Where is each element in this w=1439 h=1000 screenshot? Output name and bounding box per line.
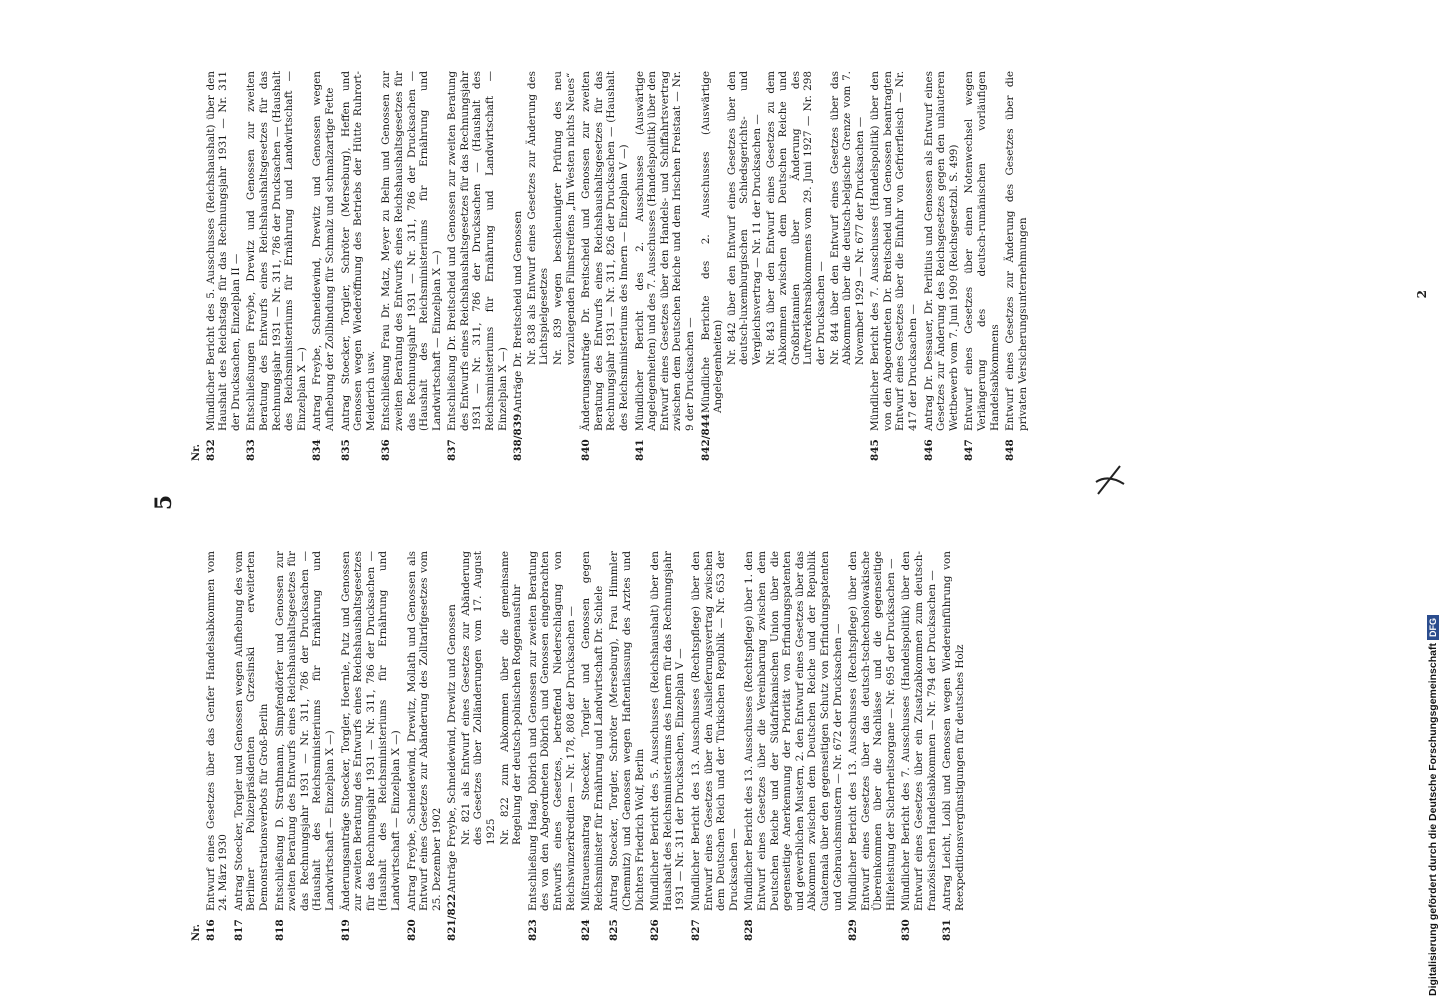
entry-number: 817: [232, 919, 245, 941]
entry-text: Anträge Dr. Breitscheid und Genossen: [512, 210, 525, 413]
entry-subitem: Nr. 822 zum Abkommen über die gemeinsame Regelung der deutsch-polnischen Roggenausfuhr: [498, 551, 524, 845]
agenda-entry: [205, 551, 230, 941]
entry-text: Entschließung Frau Dr. Matz, Meyer zu Belm und Genossen zur zweiten Beratung des Entwurfs eines Reichshaushaltsgesetzes für das Rechnungsjahr 1931 — Nr. 311, 786 der Drucksachen — (Haushalt des Reichsministeriums für Ernährung und Landwirtschaft — Einzelplan X —): [380, 71, 443, 431]
entry-text: Antrag Freybe, Schneidewind, Drewitz, Mollath und Genossen als Entwurf eines Gesetzes zur Abänderung des Zolltarifgesetzes vom 25. Dezember 1902: [405, 551, 443, 911]
entry-text: Antrag Freybe, Schneidewind, Drewitz und Genossen wegen Aufhebung der Zollbindung für Schmalz und schmalzartige Fette: [311, 71, 336, 431]
entry-text: Antrag Stoecker, Torgler, Schröter (Merseburg), Heffen und Genossen wegen Wiederöffnung des Betriebs der Hütte Ruhrort-Meiderich usw.: [339, 71, 377, 431]
entry-text: Antrag Stoecker, Torgler, Schröter (Merseburg), Frau Himmler (Chemnitz) und Genossen wegen Haftentlassung des Arztes und Dichters Friedrich Wolf, Berlin: [608, 551, 646, 911]
entry-text: Entschließung Haag, Döbrich und Genossen zur zweiten Beratung des von den Abgeordneten Döbrich und Genossen eingebrachten Entwurfs eines Gesetzes, betreffend Niederschlagung von Reichswinzerkrediten — Nr. 178, 808 der Drucksachen —: [526, 551, 577, 911]
entry-text: Änderungsanträge Stoecker, Torgler, Hoernle, Putz und Genossen zur zweiten Beratung des Entwurfs eines Reichshaushaltsgesetzes für das Rechnungsjahr 1931 — Nr. 311, 786 der Drucksachen — (Haushalt des Reichsministeriums für Ernährung und Landwirtschaft — Einzelplan X —): [339, 551, 402, 911]
entry-text: Änderungsanträge Dr. Breitscheid und Genossen zur zweiten Beratung des Entwurfs eines Reichshaushaltsgesetzes für das Rechnungsjahr 1931 — Nr. 311, 826 der Drucksachen — (Haushalt des Reichsministeriums des Innern — Einzelplan V —): [580, 71, 630, 431]
agenda-entry: [634, 71, 697, 461]
entry-number: 826: [649, 919, 662, 941]
entry-number: 816: [204, 919, 217, 941]
footer-number: 2: [1415, 290, 1430, 299]
agenda-entry: [446, 71, 509, 461]
entry-text: Antrag Stoecker, Torgler und Genossen wegen Aufhebung des vom Berliner Polizeipräsidenten Grzesinski erweiterten Demonstrationsverbots für Groß-Berlin: [232, 551, 270, 911]
agenda-entry: [923, 71, 961, 461]
entry-number: 825: [608, 919, 621, 941]
entry-number: 831: [941, 919, 954, 941]
agenda-entry: [690, 551, 740, 941]
agenda-entry: [700, 71, 867, 461]
agenda-entry: [527, 551, 577, 941]
agenda-entry: [446, 551, 524, 941]
entry-text: Anträge Freybe, Schneidewind, Drewitz und Genossen: [446, 604, 459, 893]
entry-number: 823: [526, 919, 539, 941]
entry-number: 841: [633, 439, 646, 461]
pen-mark-icon: [1090, 460, 1130, 500]
entry-subitem: Nr. 843 über den Entwurf eines Gesetzes zu dem Abkommen zwischen dem Deutschen Reiche und Großbritannien über Änderung des Luftverkehrsabkommens vom 29. Juni 1927 — Nr. 298 der Drucksachen —: [764, 71, 827, 365]
entry-text: Mündlicher Bericht des 13. Ausschusses (Rechtspflege) über den Entwurf eines Gesetzes über den Auslieferungsvertrag zwischen dem Deutschen Reich und der Türkischen Republik — Nr. 653 der Drucksachen —: [689, 551, 740, 911]
agenda-entry: [941, 551, 966, 941]
entry-number: 846: [922, 439, 935, 461]
entry-text: Mündlicher Bericht des 13. Ausschusses (Rechtspflege) über den Entwurf eines Gesetzes über das deutsch-tschechoslowakische Übereinkommen über die Nachlässe und die gegenseitige Hilfeleistung der Sicherheitsorgane — Nr. 695 der Drucksachen —: [847, 551, 897, 911]
entry-text: Mündliche Berichte des 2. Ausschusses (Auswärtige Angelegenheiten): [699, 71, 725, 413]
nr-column-header: Nr.: [191, 924, 202, 941]
entry-number: 829: [847, 919, 860, 941]
agenda-entry: [380, 71, 443, 461]
credit-text: Digitalisierung gefördert durch die Deutsche Forschungsgemeinschaft: [1427, 643, 1439, 996]
entry-number: 834: [311, 439, 324, 461]
entry-number: 833: [245, 439, 258, 461]
entry-number: 818: [273, 919, 286, 941]
agenda-entry: [311, 71, 336, 461]
entry-number: 830: [900, 919, 913, 941]
entry-text: Mündlicher Bericht des 7. Ausschusses (Handelspolitik) über den von den Abgeordneten Dr. Breitscheid und Genossen beantragten Entwurf eines Gesetzes über die Einfuhr von Gefrierfleisch — Nr. 417 der Drucksachen —: [869, 71, 920, 431]
agenda-entry: [274, 551, 337, 941]
entry-number: 824: [580, 919, 593, 941]
entry-text: Mißtrauensantrag Stoecker, Torgler und Genossen gegen Reichsminister für Ernährung und Landwirtschaft Dr. Schiele: [580, 551, 605, 911]
agenda-entry: [649, 551, 687, 941]
right-column: [191, 71, 1032, 461]
agenda-entry: [743, 551, 844, 941]
agenda-entry: [512, 71, 577, 461]
entry-number: 820: [405, 919, 418, 941]
entry-number: 838/839: [512, 413, 525, 461]
entry-number: 836: [380, 439, 393, 461]
rotated-document-page: [151, 60, 1430, 945]
agenda-entry: [340, 551, 403, 941]
entry-number: 821/822: [446, 893, 459, 941]
agenda-entry: [245, 71, 308, 461]
entry-text: Entschließung D. Strathmann, Simpfendörfer und Genossen zur zweiten Beratung des Entwurfs eines Reichshaushaltsgesetzes für das Rechnungsjahr 1931 — Nr. 311, 786 der Drucksachen — (Haushalt des Reichsministeriums für Ernährung und Landwirtschaft — Einzelplan X —): [273, 551, 336, 911]
agenda-entry: [1004, 71, 1029, 461]
entry-text: Entschließung Dr. Breitscheid und Genossen zur zweiten Beratung des Entwurfs eines Reichshaushaltsgesetzes für das Rechnungsjahr 1931 — Nr. 311, 786 der Drucksachen — (Haushalt des Reichsministeriums für Ernährung und Landwirtschaft — Einzelplan X —): [446, 71, 509, 431]
agenda-entry: [963, 71, 1001, 461]
agenda-entry: [406, 551, 444, 941]
entry-subitem: Nr. 842 über den Entwurf eines Gesetzes über den deutsch-luxemburgischen Schiedsgerichts- und Vergleichsvertrag — Nr. 11 der Drucksachen —: [725, 71, 763, 365]
entry-text: Mündlicher Bericht des 13. Ausschusses (Rechtspflege) über 1. den Entwurf eines Gesetzes über die Vereinbarung zwischen dem Deutschen Reiche und der Südafrikanischen Union über die gegenseitige Anerkennung der Priorität von Erfindungspatenten und gewerblichen Mustern, 2. den Entwurf eines Gesetzes über das Abkommen zwischen dem Deutschen Reiche und der Republik Guatemala über den gegenseitigen Schutz von Erfindungspatenten und Gebrauchsmustern — Nr. 672 der Drucksachen —: [743, 551, 844, 911]
entry-number: 828: [743, 919, 756, 941]
entry-number: 837: [446, 439, 459, 461]
agenda-entry: [900, 551, 938, 941]
entry-text: Mündlicher Bericht des 5. Ausschusses (Reichshaushalt) über den Haushalt des Reichstags für das Rechnungsjahr 1931 — Nr. 311 der Drucksachen, Einzelplan II —: [204, 71, 242, 431]
entry-number: 827: [689, 919, 702, 941]
agenda-entry: [847, 551, 897, 941]
left-column: [191, 551, 969, 941]
page-number: 5: [151, 494, 177, 511]
entry-text: Mündlicher Bericht des 2. Ausschusses (Auswärtige Angelegenheiten) und des 7. Ausschusses (Handelspolitik) über den Entwurf eines Gesetzes über den Handels- und Schiffahrtsvertrag zwischen dem Deutschen Reiche und dem Irischen Freistaat — Nr. 9 der Drucksachen —: [633, 71, 696, 431]
nr-column-header: Nr.: [191, 444, 202, 461]
entry-number: 845: [869, 439, 882, 461]
agenda-entry: [608, 551, 646, 941]
entry-text: Entwurf eines Gesetzes über einen Notenwechsel wegen Verlängerung des deutsch-rumänischen vorläufigen Handelsabkommens: [963, 71, 1001, 431]
entry-number: 840: [580, 439, 593, 461]
agenda-entry: [233, 551, 271, 941]
entry-text: Antrag Leicht, Loibl und Genossen wegen Wiedereinführung von Reexpeditionsvergünstigungen für deutsches Holz: [941, 551, 966, 911]
entry-text: Antrag Dr. Dessauer, Dr. Perlitius und Genossen als Entwurf eines Gesetzes zur Änderung des Reichsgesetzes gegen den unlauteren Wettbewerb vom 7. Juni 1909 (Reichsgesetzbl. S. 499): [922, 71, 960, 431]
entry-number: 847: [963, 439, 976, 461]
entry-number: 842/844: [699, 413, 712, 461]
entry-subitem: Nr. 838 als Entwurf eines Gesetzes zur Änderung des Lichtspielgesetzes: [525, 71, 551, 365]
entry-subitem: Nr. 844 über den Entwurf eines Gesetzes über das Abkommen über die deutsch-belgische Grenze vom 7. November 1929 — Nr. 677 der Drucksachen —: [828, 71, 866, 365]
entry-number: 848: [1004, 439, 1017, 461]
entry-number: 819: [339, 919, 352, 941]
entry-text: Mündlicher Bericht des 7. Ausschusses (Handelspolitik) über den Entwurf eines Gesetzes über ein Zusatzabkommen zum deutsch-französischen Handelsabkommen — Nr. 794 der Drucksachen —: [900, 551, 938, 911]
entry-number: 835: [339, 439, 352, 461]
agenda-entry: [869, 71, 919, 461]
entry-subitem: Nr. 821 als Entwurf eines Gesetzes zur Abänderung des Gesetzes über Zolländerungen vom 17. August 1925: [459, 551, 498, 845]
agenda-entry: [580, 71, 630, 461]
agenda-entry: [580, 551, 605, 941]
entry-text: Entwurf eines Gesetzes über das Genfer Handelsabkommen vom 24. März 1930: [204, 551, 230, 911]
entry-text: Mündlicher Bericht des 5. Ausschusses (Reichshaushalt) über den Haushalt des Reichsministeriums des Innern für das Rechnungsjahr 1931 — Nr. 311 der Drucksachen, Einzelplan V —: [649, 551, 687, 911]
entry-text: Entwurf eines Gesetzes zur Änderung des Gesetzes über die privaten Versicherungsunternehmungen: [1004, 71, 1029, 431]
agenda-entry: [340, 71, 378, 461]
entry-text: Entschließungen Freybe, Drewitz und Genossen zur zweiten Beratung des Entwurfs eines Reichshaushaltsgesetzes für das Rechnungsjahr 1931 — Nr. 311, 786 der Drucksachen — (Haushalt des Reichsministeriums für Ernährung und Landwirtschaft — Einzelplan X —): [245, 71, 308, 431]
agenda-entry: [205, 71, 243, 461]
digitization-credit: [1427, 615, 1439, 996]
dfg-logo-badge: DFG: [1427, 615, 1439, 640]
entry-number: 832: [204, 439, 217, 461]
entry-subitem: Nr. 839 wegen beschleunigter Prüfung des neu vorzulegenden Filmstreifens „Im Westen nichts Neues“: [552, 71, 577, 365]
